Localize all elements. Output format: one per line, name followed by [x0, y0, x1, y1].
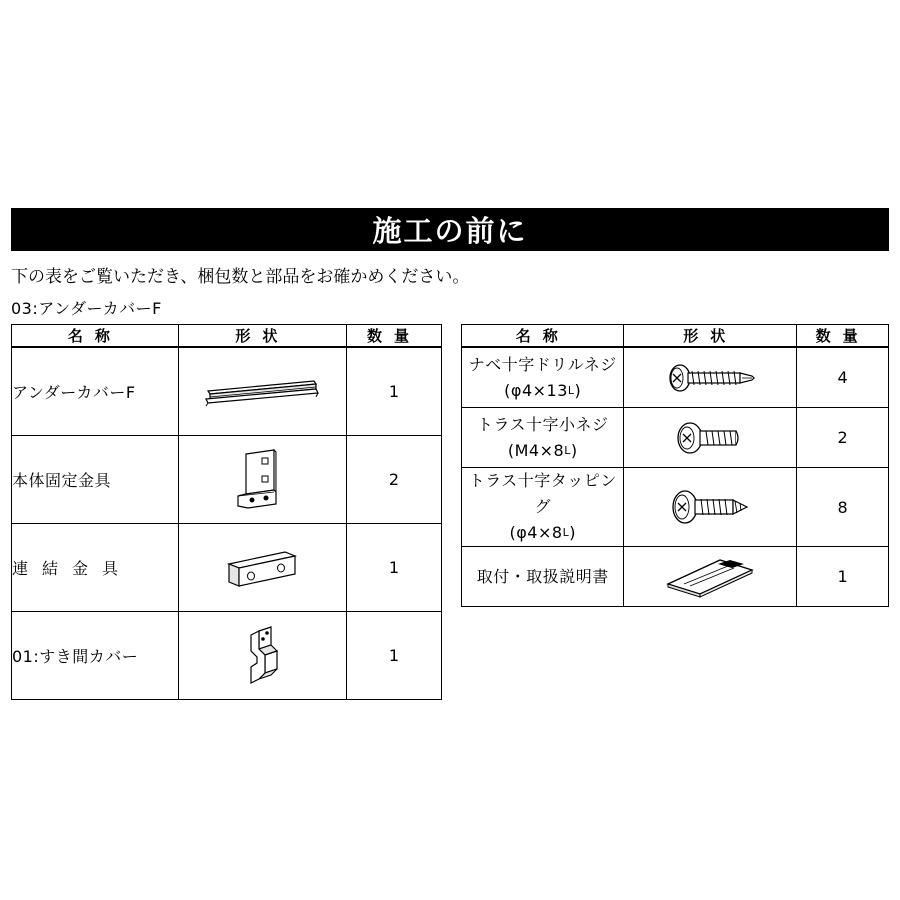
under-cover-rail-icon	[202, 375, 322, 409]
table-row	[12, 436, 442, 524]
part-qty: 8	[797, 468, 889, 547]
part-shape	[178, 612, 346, 700]
part-name	[462, 347, 624, 408]
header-name: 名称	[462, 325, 624, 348]
part-qty: 1	[347, 347, 442, 436]
table-row	[12, 612, 442, 700]
table-header-row	[462, 325, 889, 348]
header-qty: 数量	[347, 325, 442, 348]
intro-text: 下の表をご覧いただき、梱包数と部品をお確かめください。	[11, 267, 470, 287]
tapping-screw-icon	[665, 487, 755, 527]
joint-plate-icon	[225, 544, 299, 592]
part-name: 連結金具	[12, 524, 179, 612]
drill-screw-icon	[660, 361, 760, 395]
manual-icon	[660, 554, 760, 600]
part-name: 本体固定金具	[12, 436, 179, 524]
table-row	[462, 408, 889, 468]
part-name-line1: トラス十字小ネジ	[476, 414, 609, 434]
part-qty: 1	[797, 547, 889, 607]
part-qty: 2	[797, 408, 889, 468]
header-shape: 形状	[624, 325, 797, 348]
part-shape	[624, 468, 797, 547]
part-name-line2: $(\varphi 4\times 13^L)$	[504, 380, 582, 400]
part-name	[462, 408, 624, 468]
part-shape	[178, 436, 346, 524]
part-shape	[178, 524, 346, 612]
part-name: 取付・取扱説明書	[462, 547, 624, 607]
part-shape	[624, 547, 797, 607]
table-row	[12, 524, 442, 612]
parts-table-left	[11, 324, 442, 700]
part-name	[462, 468, 624, 547]
part-shape	[178, 347, 346, 436]
page-title-banner	[11, 208, 889, 251]
table-row	[12, 347, 442, 436]
part-name: アンダーカバーF	[12, 347, 179, 436]
part-qty: 1	[347, 612, 442, 700]
part-shape	[624, 408, 797, 468]
machine-screw-icon	[670, 419, 750, 457]
part-name: 01:すき間カバー	[12, 612, 179, 700]
table-row	[462, 468, 889, 547]
table-row	[462, 547, 889, 607]
header-qty: 数量	[797, 325, 889, 348]
table-row	[462, 347, 889, 408]
part-qty: 2	[347, 436, 442, 524]
part-shape	[624, 347, 797, 408]
part-name-line2: $(\varphi 4\times 8^L)$	[509, 523, 576, 542]
header-shape: 形状	[178, 325, 346, 348]
table-header-row	[12, 325, 442, 348]
part-name-line1: トラス十字タッピング	[468, 471, 617, 516]
product-label: 03:アンダーカバーF	[11, 299, 162, 318]
part-name-line2: $(M4\times 8^L)$	[507, 440, 578, 460]
page-title: 施工の前に	[372, 214, 528, 248]
part-name-line1: ナベ十字ドリルネジ	[468, 354, 617, 374]
parts-table-right	[461, 324, 889, 607]
l-bracket-icon	[232, 448, 292, 512]
header-name: 名称	[12, 325, 179, 348]
part-qty: 1	[347, 524, 442, 612]
gap-cover-icon	[237, 623, 287, 689]
part-qty: 4	[797, 347, 889, 408]
